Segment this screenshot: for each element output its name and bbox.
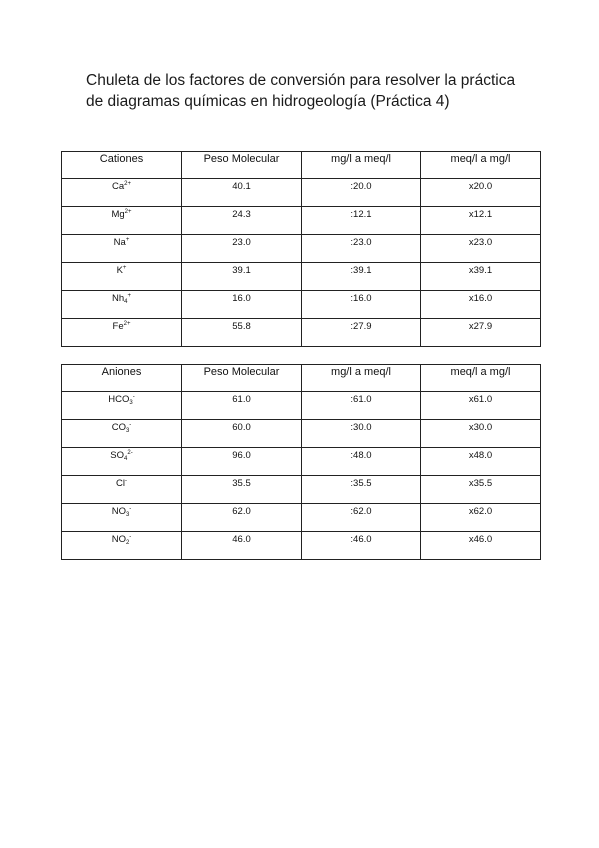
header-mg-to-meq: mg/l a meq/l (302, 152, 421, 179)
ion-charge: 2+ (124, 181, 131, 187)
molecular-weight-cell: 46.0 (182, 532, 302, 560)
ion-cell (62, 319, 182, 347)
anion-row (62, 532, 541, 560)
ion-symbol: SO (110, 450, 125, 461)
mg-to-meq-cell: :35.5 (302, 476, 421, 504)
document-title (86, 70, 546, 112)
header-meq-to-mg: meq/l a mg/l (421, 365, 541, 392)
meq-to-mg-cell: x48.0 (421, 448, 541, 476)
anions-table (61, 364, 541, 560)
ion-symbol: HCO (108, 394, 130, 405)
mg-to-meq-cell: :61.0 (302, 392, 421, 420)
ion-charge: - (124, 478, 127, 484)
ion-subscript: 3 (129, 400, 133, 406)
header-molecular-weight: Peso Molecular (182, 152, 302, 179)
mg-to-meq-cell: :39.1 (302, 263, 421, 291)
mg-to-meq-cell: :46.0 (302, 532, 421, 560)
mg-to-meq-cell: :12.1 (302, 207, 421, 235)
ion-symbol: Na (113, 237, 126, 248)
molecular-weight-cell: 55.8 (182, 319, 302, 347)
meq-to-mg-cell: x20.0 (421, 179, 541, 207)
ion-symbol: NO (111, 534, 126, 545)
cation-row (62, 291, 541, 319)
molecular-weight-cell: 39.1 (182, 263, 302, 291)
anion-row (62, 420, 541, 448)
ion-charge: 2+ (123, 321, 131, 327)
mg-to-meq-cell: :23.0 (302, 235, 421, 263)
ion-cell (62, 207, 182, 235)
ion-subscript: 4 (124, 299, 128, 305)
molecular-weight-cell: 40.1 (182, 179, 302, 207)
ion-cell (62, 235, 182, 263)
cation-row (62, 235, 541, 263)
ion-charge: + (122, 265, 127, 271)
header-mg-to-meq: mg/l a meq/l (302, 365, 421, 392)
molecular-weight-cell: 61.0 (182, 392, 302, 420)
meq-to-mg-cell: x12.1 (421, 207, 541, 235)
header-ion: Aniones (62, 365, 182, 392)
ion-symbol: NO (111, 506, 126, 517)
cation-row (62, 263, 541, 291)
ion-charge: - (129, 506, 132, 512)
ion-symbol: Cl (116, 478, 125, 489)
ion-subscript: 4 (124, 456, 128, 462)
ion-cell (62, 532, 182, 560)
ion-charge: + (127, 293, 131, 299)
meq-to-mg-cell: x30.0 (421, 420, 541, 448)
ion-subscript: 2 (125, 540, 130, 546)
meq-to-mg-cell: x62.0 (421, 504, 541, 532)
meq-to-mg-cell: x35.5 (421, 476, 541, 504)
ion-charge: - (129, 534, 132, 540)
meq-to-mg-cell: x39.1 (421, 263, 541, 291)
header-meq-to-mg: meq/l a mg/l (421, 152, 541, 179)
cations-header-row (62, 152, 541, 179)
ion-subscript: 3 (125, 428, 130, 434)
ion-cell (62, 504, 182, 532)
ion-cell (62, 392, 182, 420)
ion-symbol: Nh (111, 293, 125, 304)
mg-to-meq-cell: :62.0 (302, 504, 421, 532)
mg-to-meq-cell: :48.0 (302, 448, 421, 476)
ion-charge: + (125, 237, 130, 243)
ion-charge: - (132, 394, 135, 400)
molecular-weight-cell: 35.5 (182, 476, 302, 504)
meq-to-mg-cell: x16.0 (421, 291, 541, 319)
mg-to-meq-cell: :16.0 (302, 291, 421, 319)
meq-to-mg-cell: x27.9 (421, 319, 541, 347)
ion-symbol: Mg (111, 209, 125, 220)
ion-cell (62, 420, 182, 448)
ion-subscript: 3 (125, 512, 130, 518)
header-ion: Cationes (62, 152, 182, 179)
cation-row (62, 207, 541, 235)
mg-to-meq-cell: :27.9 (302, 319, 421, 347)
meq-to-mg-cell: x23.0 (421, 235, 541, 263)
ion-charge: 2+ (124, 209, 132, 215)
anion-row (62, 448, 541, 476)
ion-cell (62, 448, 182, 476)
cation-row (62, 319, 541, 347)
title-line-2: de diagramas químicas en hidrogeología (Práctica 4) (86, 93, 450, 110)
mg-to-meq-cell: :20.0 (302, 179, 421, 207)
title-line-1: Chuleta de los factores de conversión para resolver la práctica (86, 72, 516, 89)
anion-row (62, 476, 541, 504)
ion-cell (62, 179, 182, 207)
meq-to-mg-cell: x46.0 (421, 532, 541, 560)
anions-header-row (62, 365, 541, 392)
ion-cell (62, 291, 182, 319)
ion-charge: - (129, 422, 132, 428)
meq-to-mg-cell: x61.0 (421, 392, 541, 420)
ion-cell (62, 476, 182, 504)
molecular-weight-cell: 23.0 (182, 235, 302, 263)
cations-table (61, 151, 541, 347)
molecular-weight-cell: 60.0 (182, 420, 302, 448)
mg-to-meq-cell: :30.0 (302, 420, 421, 448)
molecular-weight-cell: 62.0 (182, 504, 302, 532)
ion-symbol: Ca (112, 181, 125, 192)
ion-cell (62, 263, 182, 291)
molecular-weight-cell: 96.0 (182, 448, 302, 476)
ion-symbol: CO (111, 422, 126, 433)
ion-symbol: Fe (112, 321, 124, 332)
ion-charge: 2- (127, 450, 133, 456)
ion-symbol: K (116, 265, 123, 276)
anion-row (62, 504, 541, 532)
molecular-weight-cell: 16.0 (182, 291, 302, 319)
cation-row (62, 179, 541, 207)
anion-row (62, 392, 541, 420)
header-molecular-weight: Peso Molecular (182, 365, 302, 392)
molecular-weight-cell: 24.3 (182, 207, 302, 235)
